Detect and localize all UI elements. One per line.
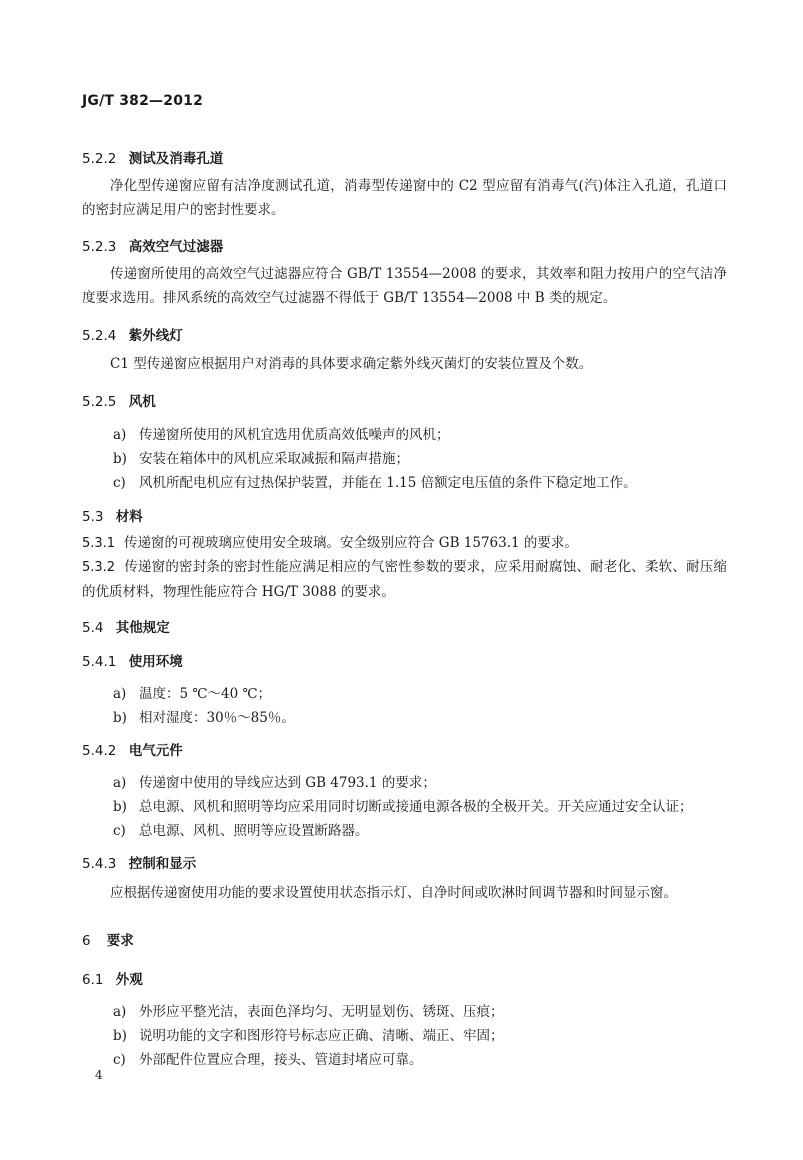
heading-5-4-3 [82,852,196,872]
list-item: a) 温度：5 ℃～40 ℃； [113,686,272,702]
list-item: a) 传递窗中使用的导线应达到 GB 4793.1 的要求； [113,775,436,791]
list-item: a) 传递窗所使用的风机宜选用优质高效低噪声的风机； [113,427,450,443]
heading-5-3 [82,505,143,525]
document-code: JG/T 382—2012 [82,93,204,109]
list-item: b) 安装在箱体中的风机应采取减振和隔声措施； [113,451,409,467]
heading-5-2-4 [82,324,183,344]
list-item: a) 外形应平整光洁，表面色泽均匀、无明显划伤、锈斑、压痕； [113,1004,504,1020]
page-number: 4 [95,1068,103,1082]
section-title: 外观 [115,972,143,988]
section-title: 其他规定 [115,620,170,636]
section-number: 5.2.3 [82,239,117,255]
section-title: 高效空气过滤器 [128,239,224,255]
section-number: 5.2.5 [82,394,117,410]
heading-6-1 [82,968,143,988]
paragraph-5-4-3: 应根据传递窗使用功能的要求设置使用状态指示灯、自净时间或吹淋时间调节器和时间显示窗。 [110,885,677,901]
list-item: b) 总电源、风机和照明等均应采用同时切断或接通电源各极的全极开关。开关应通过安全认证； [113,799,693,815]
section-title: 使用环境 [128,654,183,670]
heading-5-4 [82,616,170,636]
paragraph-5-2-4: C1 型传递窗应根据用户对消毒的具体要求确定紫外线灭菌灯的安装位置及个数。 [110,356,593,372]
section-number: 5.4.3 [82,856,117,872]
list-item: c) 风机所配电机应有过热保护装置，并能在 1.15 倍额定电压值的条件下稳定地工作。 [113,475,637,491]
clause-5-3-1: 5.3.1 传递窗的可视玻璃应使用安全玻璃。安全级别应符合 GB 15763.1 的要求。 [82,531,727,556]
section-number: 5.3 [82,509,104,525]
section-number: 5.4.1 [82,654,117,670]
section-title: 测试及消毒孔道 [128,151,224,167]
clause-5-3-2: 5.3.2 传递窗的密封条的密封性能应满足相应的气密性参数的要求，应采用耐腐蚀、耐老化、柔软、耐压缩的优质材料，物理性能应符合 HG/T 3088 的要求。 [82,555,727,604]
section-number: 6 [82,933,91,949]
section-number: 5.3.1 [82,536,116,551]
list-item: b) 相对湿度：30％～85％。 [113,710,295,726]
section-number: 5.4.2 [82,743,117,759]
heading-5-2-2 [82,147,223,167]
section-title: 紫外线灯 [128,328,183,344]
paragraph-5-2-3: 传递窗所使用的高效空气过滤器应符合 GB/T 13554—2008 的要求，其效率和阻力按用户的空气洁净度要求选用。排风系统的高效空气过滤器不得低于 GB/T 13554—2008 中 B 类的规定。 [82,266,727,306]
heading-6 [82,929,134,949]
heading-5-2-5 [82,390,156,410]
heading-5-4-1 [82,650,183,670]
list-item: c) 外部配件位置应合理，接头、管道封堵应可靠。 [113,1052,423,1068]
section-number: 5.2.4 [82,328,117,344]
section-title: 电气元件 [128,743,183,759]
section-title: 材料 [115,509,143,525]
list-item: b) 说明功能的文字和图形符号标志应正确、清晰、端正、牢固； [113,1028,504,1044]
heading-5-2-3 [82,235,223,255]
section-number: 6.1 [82,972,104,988]
section-title: 要求 [106,933,134,949]
section-number: 5.4 [82,620,104,636]
paragraph-5-2-2: 净化型传递窗应留有洁净度测试孔道，消毒型传递窗中的 C2 型应留有消毒气(汽)体注入孔道，孔道口的密封应满足用户的密封性要求。 [82,178,727,218]
list-item: c) 总电源、风机、照明等应设置断路器。 [113,823,369,839]
section-title: 风机 [128,394,156,410]
section-number: 5.3.2 [82,560,116,575]
section-title: 控制和显示 [128,856,197,872]
heading-5-4-2 [82,739,183,759]
section-number: 5.2.2 [82,151,117,167]
